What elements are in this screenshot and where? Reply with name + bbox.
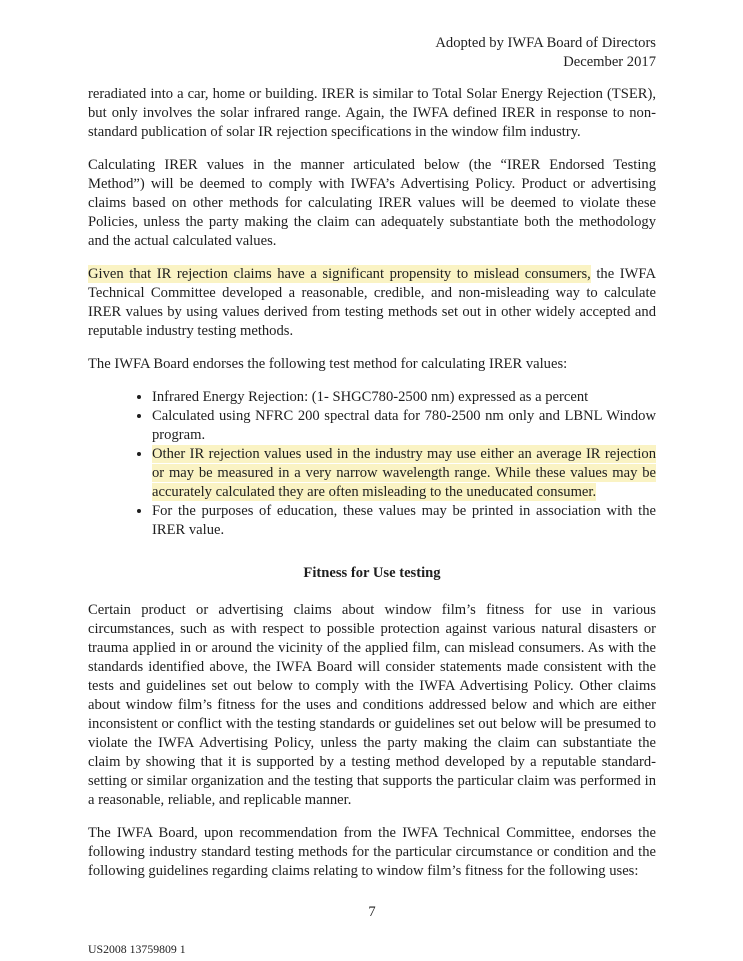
- list-item-other-ir-values: [152, 445, 656, 502]
- page-number: 7: [368, 904, 376, 920]
- paragraph-fitness-claims: Certain product or advertising claims about window film’s fitness for use in various circumstances, such as with respect to possible protection against various natural disasters or trauma applied in or around the vicinity of the applied film, can mislead consumers. As with the standards identified above, the IWFA Board will consider statements made consistent with the tests and guidelines set out below to comply with the IWFA Advertising Policy. Other claims about window film’s fitness for the uses and conditions addressed below and which are either inconsistent or conflict with the testing standards or guidelines set out below will be presumed to violate the IWFA Advertising Policy, unless the party making the claim can substantiate the claim by showing that it is supported by a testing method developed by a reputable standard-setting or similar organization and the testing that supports the particular claim was performed in a reasonable, reliable, and replicable manner.: [88, 602, 656, 808]
- bullet-text: Infrared Energy Rejection: (1- SHGC780-2500 nm) expressed as a percent: [152, 389, 589, 405]
- paragraph-technical-committee-rest: the IWFA Technical Committee developed a reasonable, credible, and non-misleading way to calculate IRER values by using values derived from testing methods set out in other widely accepted and reputable industry testing methods.: [88, 266, 656, 339]
- bullet-text: For the purposes of education, these values may be printed in association with the IRER value.: [152, 503, 656, 538]
- paragraph-board-endorses: The IWFA Board endorses the following test method for calculating IRER values:: [88, 356, 568, 372]
- paragraph-calculating-irer: Calculating IRER values in the manner articulated below (the “IRER Endorsed Testing Method”) will be deemed to comply with IWFA’s Advertising Policy. Product or advertising claims based on other methods for calculating IRER values will be deemed to violate these Policies, unless the party making the claim can adequately substantiate both the methodology and the actual calculated values.: [88, 157, 656, 249]
- header-adopted-line: Adopted by IWFA Board of Directors: [435, 35, 656, 51]
- paragraph-irer-definition: reradiated into a car, home or building. IRER is similar to Total Solar Energy Rejection (TSER), but only involves the solar infrared range. Again, the IWFA defined IRER in response to non-standard publication of solar IR rejection specifications in the window film industry.: [88, 86, 656, 140]
- section-heading-fitness-for-use: Fitness for Use testing: [303, 565, 441, 581]
- highlighted-text-mislead-consumers: Given that IR rejection claims have a significant propensity to mislead consumers,: [88, 266, 591, 282]
- list-item-purposes-of-education: [152, 502, 656, 540]
- document-header: [88, 34, 656, 72]
- header-date-line: December 2017: [563, 54, 656, 70]
- highlighted-text-other-ir-values: Other IR rejection values used in the industry may use either an average IR rejection or may be measured in a very narrow wavelength range. While these values may be accurately calculated they are often misleading to the uneducated consumer.: [152, 446, 656, 500]
- list-item-nfrc-spectral-data: [152, 407, 656, 445]
- bullet-text: Calculated using NFRC 200 spectral data for 780-2500 nm only and LBNL Window program.: [152, 408, 656, 443]
- document-footer-reference: US2008 13759809 1: [88, 942, 186, 956]
- paragraph-technical-committee: [88, 265, 656, 341]
- paragraph-board-recommendation: The IWFA Board, upon recommendation from the IWFA Technical Committee, endorses the following industry standard testing methods for the particular circumstance or condition and the following guidelines regarding claims relating to window film’s fitness for the following uses:: [88, 825, 656, 879]
- test-method-bullet-list: [88, 388, 656, 540]
- list-item-infrared-energy-rejection: [152, 388, 656, 407]
